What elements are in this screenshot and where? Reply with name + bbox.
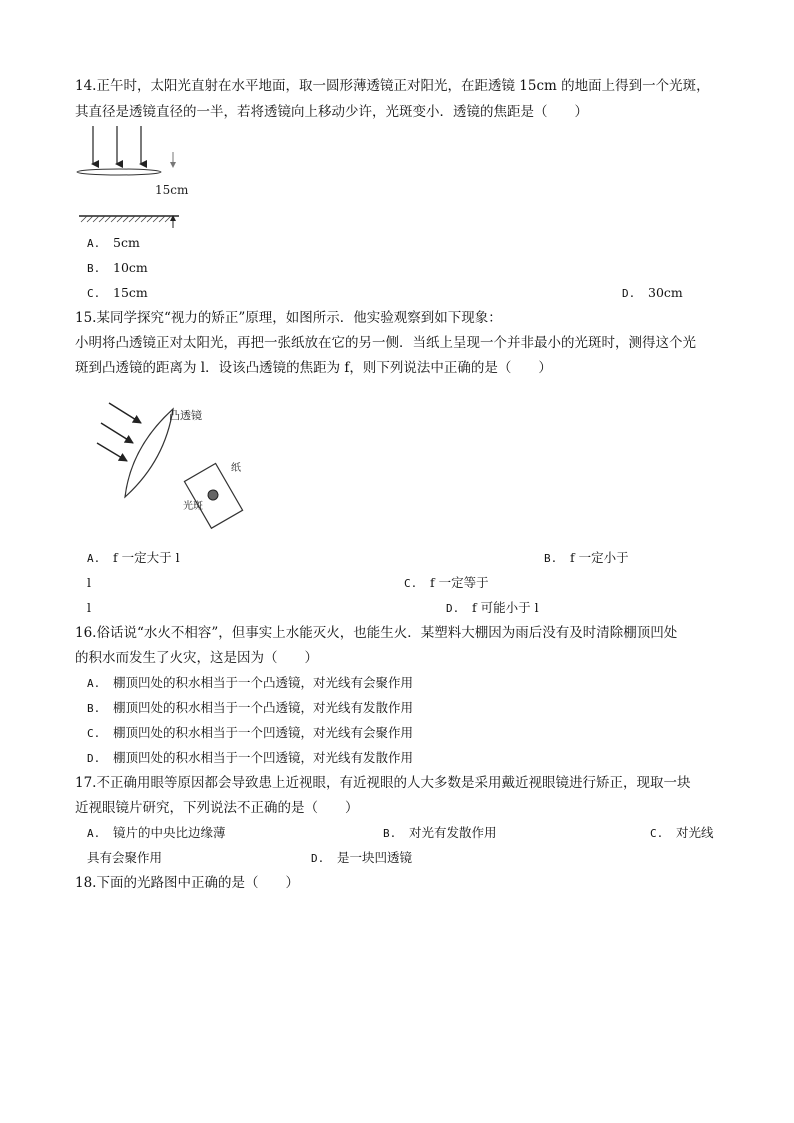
q15-lens-diagram [95, 395, 255, 535]
distance-label: 15cm [155, 183, 189, 197]
q16-option-b[interactable]: B. 棚顶凹处的积水相当于一个凸透镜，对光线有发散作用 [87, 700, 414, 715]
q17-option-d[interactable]: D. 是一块凹透镜 [311, 850, 413, 865]
q14-text-line1: 14.正午时，太阳光直射在水平地面，取一圆形薄透镜正对阳光，在距透镜 15cm 的地面上得到一个光斑， [75, 78, 710, 94]
thin-lens [77, 169, 161, 175]
paper-label: 纸 [231, 463, 241, 474]
q15-text-line2: 小明将凸透镜正对太阳光，再把一张纸放在它的另一侧．当纸上呈现一个并非最小的光斑时，测得这个光 [75, 335, 696, 351]
q15-text-line3: 斑到凸透镜的距离为 l．设该凸透镜的焦距为 f，则下列说法中正确的是（ ） [75, 360, 552, 376]
light-spot [206, 488, 220, 502]
q17-option-c-cont: 具有会聚作用 [87, 850, 163, 865]
q16-option-a[interactable]: A. 棚顶凹处的积水相当于一个凸透镜，对光线有会聚作用 [87, 675, 414, 690]
q18-text-line1: 18.下面的光路图中正确的是（ ） [75, 875, 299, 891]
q15-option-a[interactable]: A. f 一定大于 l [87, 550, 180, 565]
q14-option-b[interactable]: B. 10cm [87, 260, 148, 275]
q14-option-a[interactable]: A. 5cm [87, 235, 140, 250]
q17-text-line1: 17.不正确用眼等原因都会导致患上近视眼，有近视眼的人大多数是采用戴近视眼镜进行矫正，现取一块 [75, 775, 691, 791]
q16-text-line1: 16.俗话说“水火不相容”，但事实上水能灭火，也能生火．某塑料大棚因为雨后没有及时清除棚顶凹处 [75, 625, 678, 641]
q15-option-b-cont: l [87, 575, 91, 590]
convex-lens [125, 409, 173, 497]
q14-lens-diagram [75, 122, 205, 230]
light-ray-2 [101, 423, 133, 443]
q16-option-d[interactable]: D. 棚顶凹处的积水相当于一个凹透镜，对光线有发散作用 [87, 750, 414, 765]
q14-text-line2: 其直径是透镜直径的一半，若将透镜向上移动少许，光斑变小．透镜的焦距是（ ） [75, 104, 588, 120]
q15-option-c-cont: l [87, 600, 91, 615]
lens-label: 凸透镜 [169, 409, 202, 422]
q16-option-c[interactable]: C. 棚顶凹处的积水相当于一个凹透镜，对光线有会聚作用 [87, 725, 414, 740]
q17-option-c[interactable]: C. 对光线 [650, 825, 714, 840]
q17-text-line2: 近视眼镜片研究，下列说法不正确的是（ ） [75, 800, 359, 816]
light-ray-3 [97, 443, 127, 461]
q15-option-c[interactable]: C. f 一定等于 [404, 575, 489, 590]
spot-label: 光斑 [183, 501, 203, 512]
q17-option-a[interactable]: A. 镜片的中央比边缘薄 [87, 825, 226, 840]
q15-option-b[interactable]: B. f 一定小于 [544, 550, 629, 565]
q15-option-d[interactable]: D. f 可能小于 l [446, 600, 539, 615]
q17-option-b[interactable]: B. 对光有发散作用 [383, 825, 497, 840]
q15-text-line1: 15.某同学探究“视力的矫正”原理，如图所示．他实验观察到如下现象： [75, 310, 502, 326]
ground-hatch [81, 216, 171, 222]
light-ray-1 [109, 403, 141, 423]
q16-text-line2: 的积水而发生了火灾，这是因为（ ） [75, 650, 318, 666]
q14-option-d[interactable]: D. 30cm [622, 285, 683, 300]
q14-option-c[interactable]: C. 15cm [87, 285, 148, 300]
